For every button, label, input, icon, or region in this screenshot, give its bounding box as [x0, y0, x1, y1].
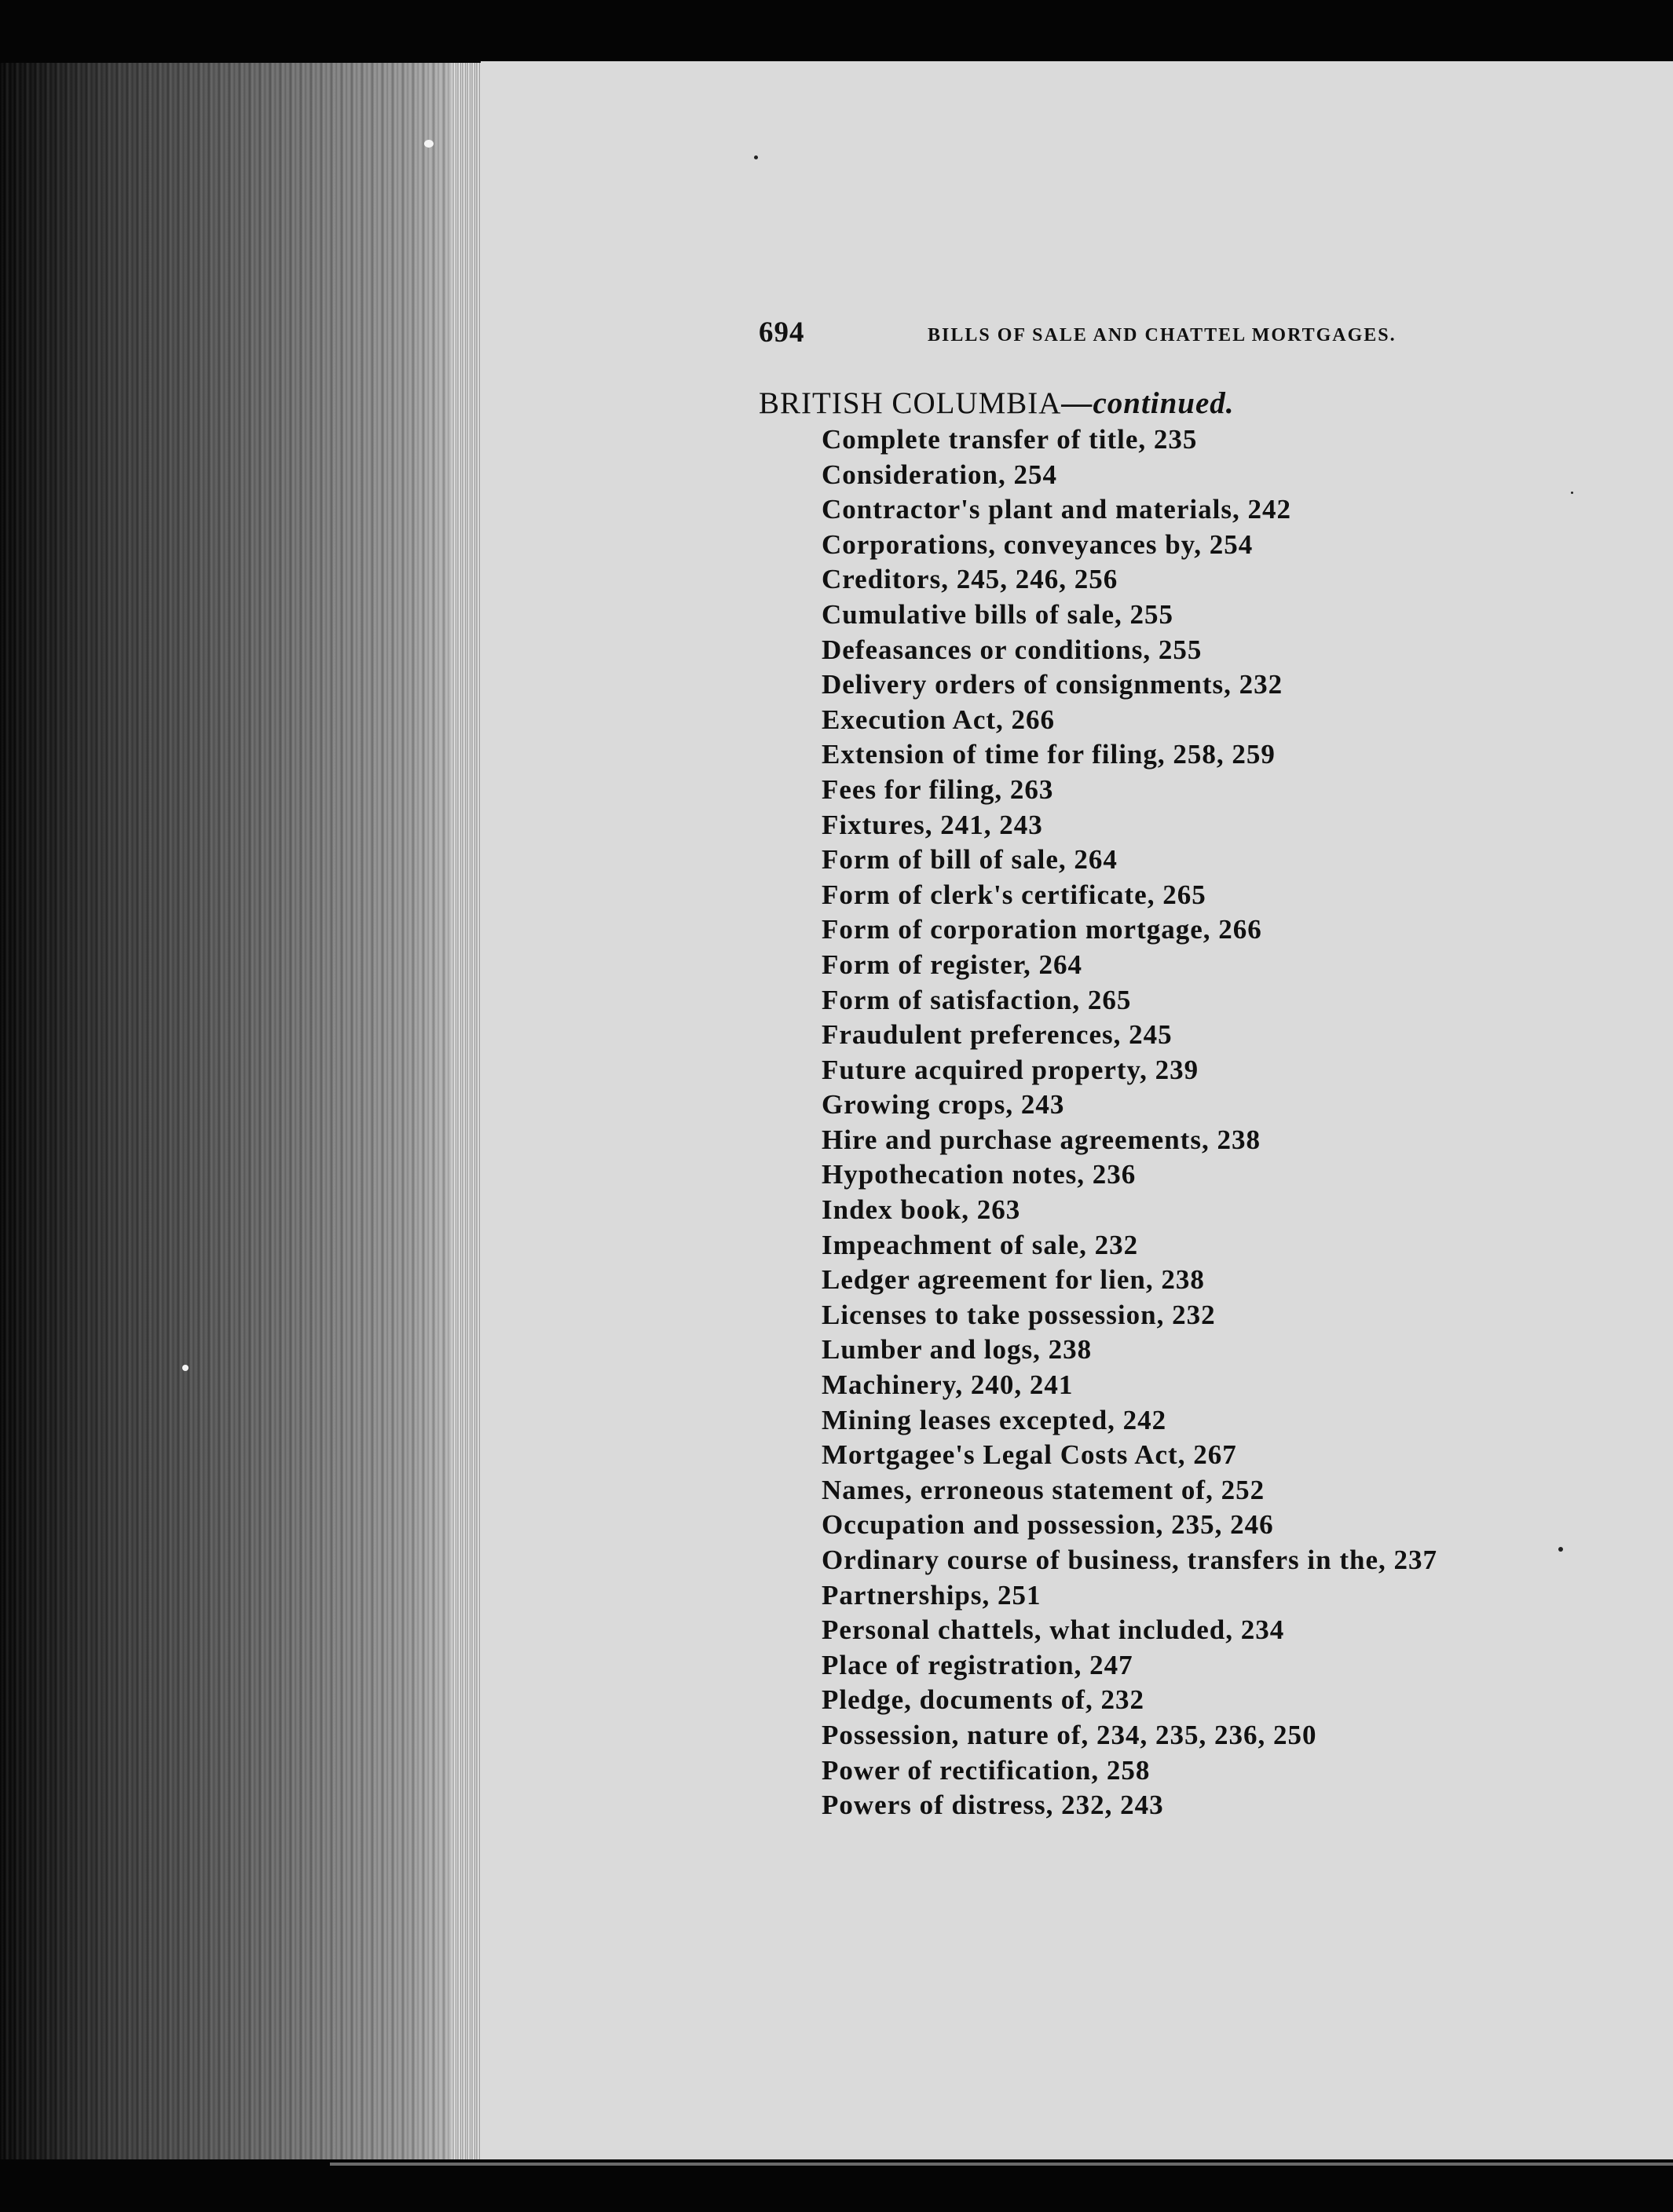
book-page-edges — [0, 63, 481, 2167]
index-heading-text: BRITISH COLUMBIA — [759, 386, 1062, 420]
index-entry: Form of bill of sale, 264 — [822, 844, 1118, 876]
index-entry: Place of registration, 247 — [822, 1649, 1133, 1680]
index-entry: Corporations, conveyances by, 254 — [822, 528, 1254, 560]
index-entries — [759, 422, 1623, 1823]
index-heading-continued: —continued. — [1061, 386, 1235, 420]
index-entry: Index book, 263 — [822, 1194, 1021, 1226]
index-entry: Machinery, 240, 241 — [822, 1369, 1074, 1401]
index-entry: Fixtures, 241, 243 — [822, 809, 1043, 840]
index-entry: Ledger agreement for lien, 238 — [822, 1264, 1205, 1296]
index-entry: Future acquired property, 239 — [822, 1054, 1199, 1085]
index-section — [759, 385, 1623, 1823]
index-entry: Fraudulent preferences, 245 — [822, 1019, 1173, 1051]
index-entry: Form of satisfaction, 265 — [822, 984, 1132, 1015]
index-entry: Execution Act, 266 — [822, 704, 1056, 735]
index-entry: Defeasances or conditions, 255 — [822, 634, 1203, 665]
index-entry: Powers of distress, 232, 243 — [822, 1790, 1164, 1821]
index-entry: Hypothecation notes, 236 — [822, 1159, 1137, 1190]
page-bottom-edge — [330, 2163, 1673, 2166]
index-entry: Fees for filing, 263 — [822, 773, 1054, 805]
index-heading — [759, 385, 1623, 422]
scan-bottom-border — [0, 2159, 1673, 2212]
scan-top-border — [0, 0, 1673, 63]
scan-speck — [182, 1365, 189, 1371]
index-entry: Licenses to take possession, 232 — [822, 1299, 1216, 1330]
index-entry: Pledge, documents of, 232 — [822, 1684, 1144, 1716]
index-entry: Growing crops, 243 — [822, 1089, 1065, 1121]
page-gutter — [452, 63, 483, 2167]
scan-speck — [754, 155, 758, 159]
index-entry: Creditors, 245, 246, 256 — [822, 564, 1118, 595]
index-entry: Delivery orders of consignments, 232 — [822, 669, 1283, 700]
index-entry: Form of clerk's certificate, 265 — [822, 879, 1206, 910]
index-entry: Lumber and logs, 238 — [822, 1334, 1093, 1366]
scan-speck — [424, 140, 434, 148]
index-entry: Names, erroneous statement of, 252 — [822, 1474, 1265, 1505]
index-entry: Hire and purchase agreements, 238 — [822, 1124, 1261, 1155]
index-entry: Contractor's plant and materials, 242 — [822, 494, 1291, 525]
index-entry: Complete transfer of title, 235 — [822, 424, 1198, 455]
index-entry: Cumulative bills of sale, 255 — [822, 598, 1174, 630]
index-entry: Possession, nature of, 234, 235, 236, 250 — [822, 1719, 1317, 1750]
index-entry: Impeachment of sale, 232 — [822, 1229, 1139, 1260]
index-entry: Extension of time for filing, 258, 259 — [822, 739, 1276, 770]
index-entry: Ordinary course of business, transfers in the, 237 — [822, 1545, 1438, 1575]
index-entry: Form of corporation mortgage, 266 — [822, 914, 1262, 945]
running-head: BILLS OF SALE AND CHATTEL MORTGAGES. — [928, 325, 1397, 346]
index-entry: Partnerships, 251 — [822, 1579, 1042, 1611]
index-entry: Power of rectification, 258 — [822, 1754, 1151, 1786]
index-entry: Form of register, 264 — [822, 949, 1083, 980]
page-header — [759, 316, 1489, 360]
index-entry: Consideration, 254 — [822, 459, 1057, 490]
index-entry: Personal chattels, what included, 234 — [822, 1614, 1285, 1646]
index-entry: Mortgagee's Legal Costs Act, 267 — [822, 1439, 1237, 1471]
index-entry: Occupation and possession, 235, 246 — [822, 1509, 1274, 1541]
index-entry: Mining leases excepted, 242 — [822, 1404, 1167, 1435]
page-number: 694 — [759, 316, 805, 349]
